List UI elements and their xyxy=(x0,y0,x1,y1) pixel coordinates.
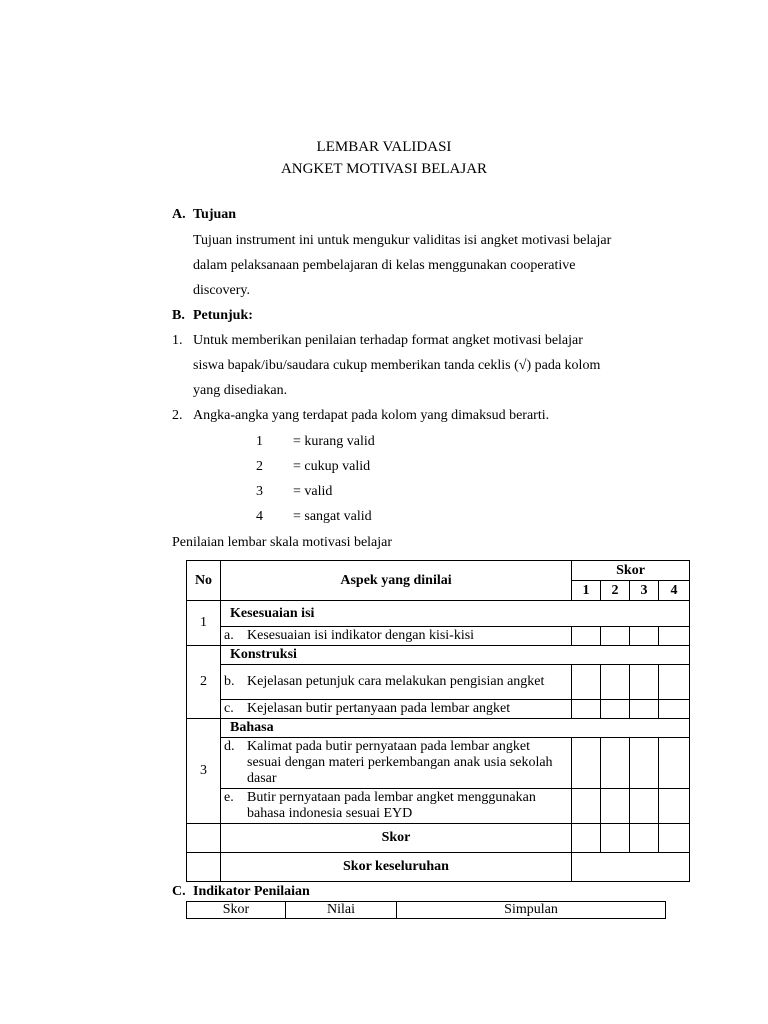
indicator-col-nilai: Nilai xyxy=(286,902,397,919)
item-b-text: Kejelasan petunjuk cara melakukan pengisian angket xyxy=(247,674,545,689)
item-d-skor-4[interactable] xyxy=(659,738,690,789)
instruction-1-line-3: yang disediakan. xyxy=(193,383,288,398)
item-c-letter: c. xyxy=(224,701,234,716)
scale-2-desc: = cukup valid xyxy=(293,459,371,474)
item-a-cell xyxy=(221,627,572,646)
indicator-col-simpulan: Simpulan xyxy=(397,902,666,919)
scale-3-number: 3 xyxy=(256,484,263,499)
item-e-skor-3[interactable] xyxy=(630,789,659,824)
table-row xyxy=(187,719,690,738)
skor-row-no xyxy=(187,824,221,853)
skor-row-2[interactable] xyxy=(601,824,630,853)
item-b-letter: b. xyxy=(224,674,235,689)
assessment-table xyxy=(186,560,690,882)
scale-2-number: 2 xyxy=(256,459,263,474)
section-c-marker: C. xyxy=(172,884,186,899)
table-row xyxy=(187,646,690,665)
item-d-skor-1[interactable] xyxy=(572,738,601,789)
item-b-skor-2[interactable] xyxy=(601,665,630,700)
header-aspect: Aspek yang dinilai xyxy=(221,561,572,601)
table-row xyxy=(187,700,690,719)
table-row xyxy=(187,853,690,882)
instruction-2-number: 2. xyxy=(172,408,183,423)
table-caption: Penilaian lembar skala motivasi belajar xyxy=(172,535,393,550)
scale-3-desc: = valid xyxy=(293,484,333,499)
table-row xyxy=(187,738,690,789)
instruction-2-text: Angka-angka yang terdapat pada kolom yang dimaksud berarti. xyxy=(193,408,550,423)
table-row xyxy=(187,627,690,646)
item-e-text: Butir pernyataan pada lembar angket menggunakan bahasa indonesia sesuai EYD xyxy=(247,790,536,821)
instruction-1-line-1: Untuk memberikan penilaian terhadap format angket motivasi belajar xyxy=(193,333,583,348)
item-c-skor-1[interactable] xyxy=(572,700,601,719)
item-a-letter: a. xyxy=(224,628,234,643)
section-a-marker: A. xyxy=(172,207,186,222)
item-d-skor-2[interactable] xyxy=(601,738,630,789)
item-d-skor-3[interactable] xyxy=(630,738,659,789)
skor-row-4[interactable] xyxy=(659,824,690,853)
scale-4-number: 4 xyxy=(256,509,263,524)
table-row xyxy=(187,601,690,627)
item-e-skor-1[interactable] xyxy=(572,789,601,824)
group-2-number: 2 xyxy=(187,646,221,719)
item-e-cell xyxy=(221,789,572,824)
skor-row-label: Skor xyxy=(221,824,572,853)
instruction-1-number: 1. xyxy=(172,333,183,348)
table-row xyxy=(187,665,690,700)
skor-row-3[interactable] xyxy=(630,824,659,853)
scale-4-desc: = sangat valid xyxy=(293,509,372,524)
title-line-2: ANGKET MOTIVASI BELAJAR xyxy=(280,161,488,177)
indicator-col-skor: Skor xyxy=(187,902,286,919)
item-a-text: Kesesuaian isi indikator dengan kisi-kisi xyxy=(247,628,475,643)
item-b-skor-3[interactable] xyxy=(630,665,659,700)
indicator-table xyxy=(186,901,666,919)
total-row-label: Skor keseluruhan xyxy=(221,853,572,882)
section-a-line-3: discovery. xyxy=(193,283,251,298)
group-3-number: 3 xyxy=(187,719,221,824)
item-c-skor-3[interactable] xyxy=(630,700,659,719)
item-b-cell xyxy=(221,665,572,700)
scale-1-number: 1 xyxy=(256,434,263,449)
group-3-title: Bahasa xyxy=(221,719,690,738)
item-d-text: Kalimat pada butir pernyataan pada lembar angket sesuai dengan materi perkembangan anak usia sekolah dasar xyxy=(247,739,553,786)
total-row-value[interactable] xyxy=(572,853,690,882)
item-c-text: Kejelasan butir pertanyaan pada lembar angket xyxy=(247,701,511,716)
header-skor-4: 4 xyxy=(659,581,690,601)
item-b-skor-1[interactable] xyxy=(572,665,601,700)
table-row xyxy=(187,902,666,919)
item-a-skor-2[interactable] xyxy=(601,627,630,646)
item-c-skor-4[interactable] xyxy=(659,700,690,719)
item-a-skor-1[interactable] xyxy=(572,627,601,646)
header-skor-3: 3 xyxy=(630,581,659,601)
header-skor-2: 2 xyxy=(601,581,630,601)
section-c-heading: Indikator Penilaian xyxy=(193,884,310,899)
group-1-title: Kesesuaian isi xyxy=(221,601,690,627)
item-c-skor-2[interactable] xyxy=(601,700,630,719)
instruction-1-line-2: siswa bapak/ibu/saudara cukup memberikan tanda ceklis (√) pada kolom xyxy=(193,358,601,373)
item-a-skor-3[interactable] xyxy=(630,627,659,646)
item-e-letter: e. xyxy=(224,790,234,805)
item-a-skor-4[interactable] xyxy=(659,627,690,646)
item-d-letter: d. xyxy=(224,739,235,754)
header-skor: Skor xyxy=(572,561,690,581)
item-e-skor-4[interactable] xyxy=(659,789,690,824)
group-1-number: 1 xyxy=(187,601,221,646)
total-row-no xyxy=(187,853,221,882)
item-b-skor-4[interactable] xyxy=(659,665,690,700)
title-line-1: LEMBAR VALIDASI xyxy=(316,139,452,155)
document-title xyxy=(0,136,768,180)
item-e-skor-2[interactable] xyxy=(601,789,630,824)
item-d-cell xyxy=(221,738,572,789)
section-a-heading: Tujuan xyxy=(193,207,237,222)
skor-row-1[interactable] xyxy=(572,824,601,853)
group-2-title: Konstruksi xyxy=(221,646,690,665)
section-b-heading: Petunjuk: xyxy=(193,308,253,323)
section-a-line-2: dalam pelaksanaan pembelajaran di kelas menggunakan cooperative xyxy=(193,258,576,273)
header-no: No xyxy=(187,561,221,601)
item-c-cell xyxy=(221,700,572,719)
scale-1-desc: = kurang valid xyxy=(293,434,375,449)
section-a-line-1: Tujuan instrument ini untuk mengukur validitas isi angket motivasi belajar xyxy=(193,233,612,248)
table-row xyxy=(187,824,690,853)
section-b-marker: B. xyxy=(172,308,185,323)
table-row xyxy=(187,789,690,824)
header-skor-1: 1 xyxy=(572,581,601,601)
